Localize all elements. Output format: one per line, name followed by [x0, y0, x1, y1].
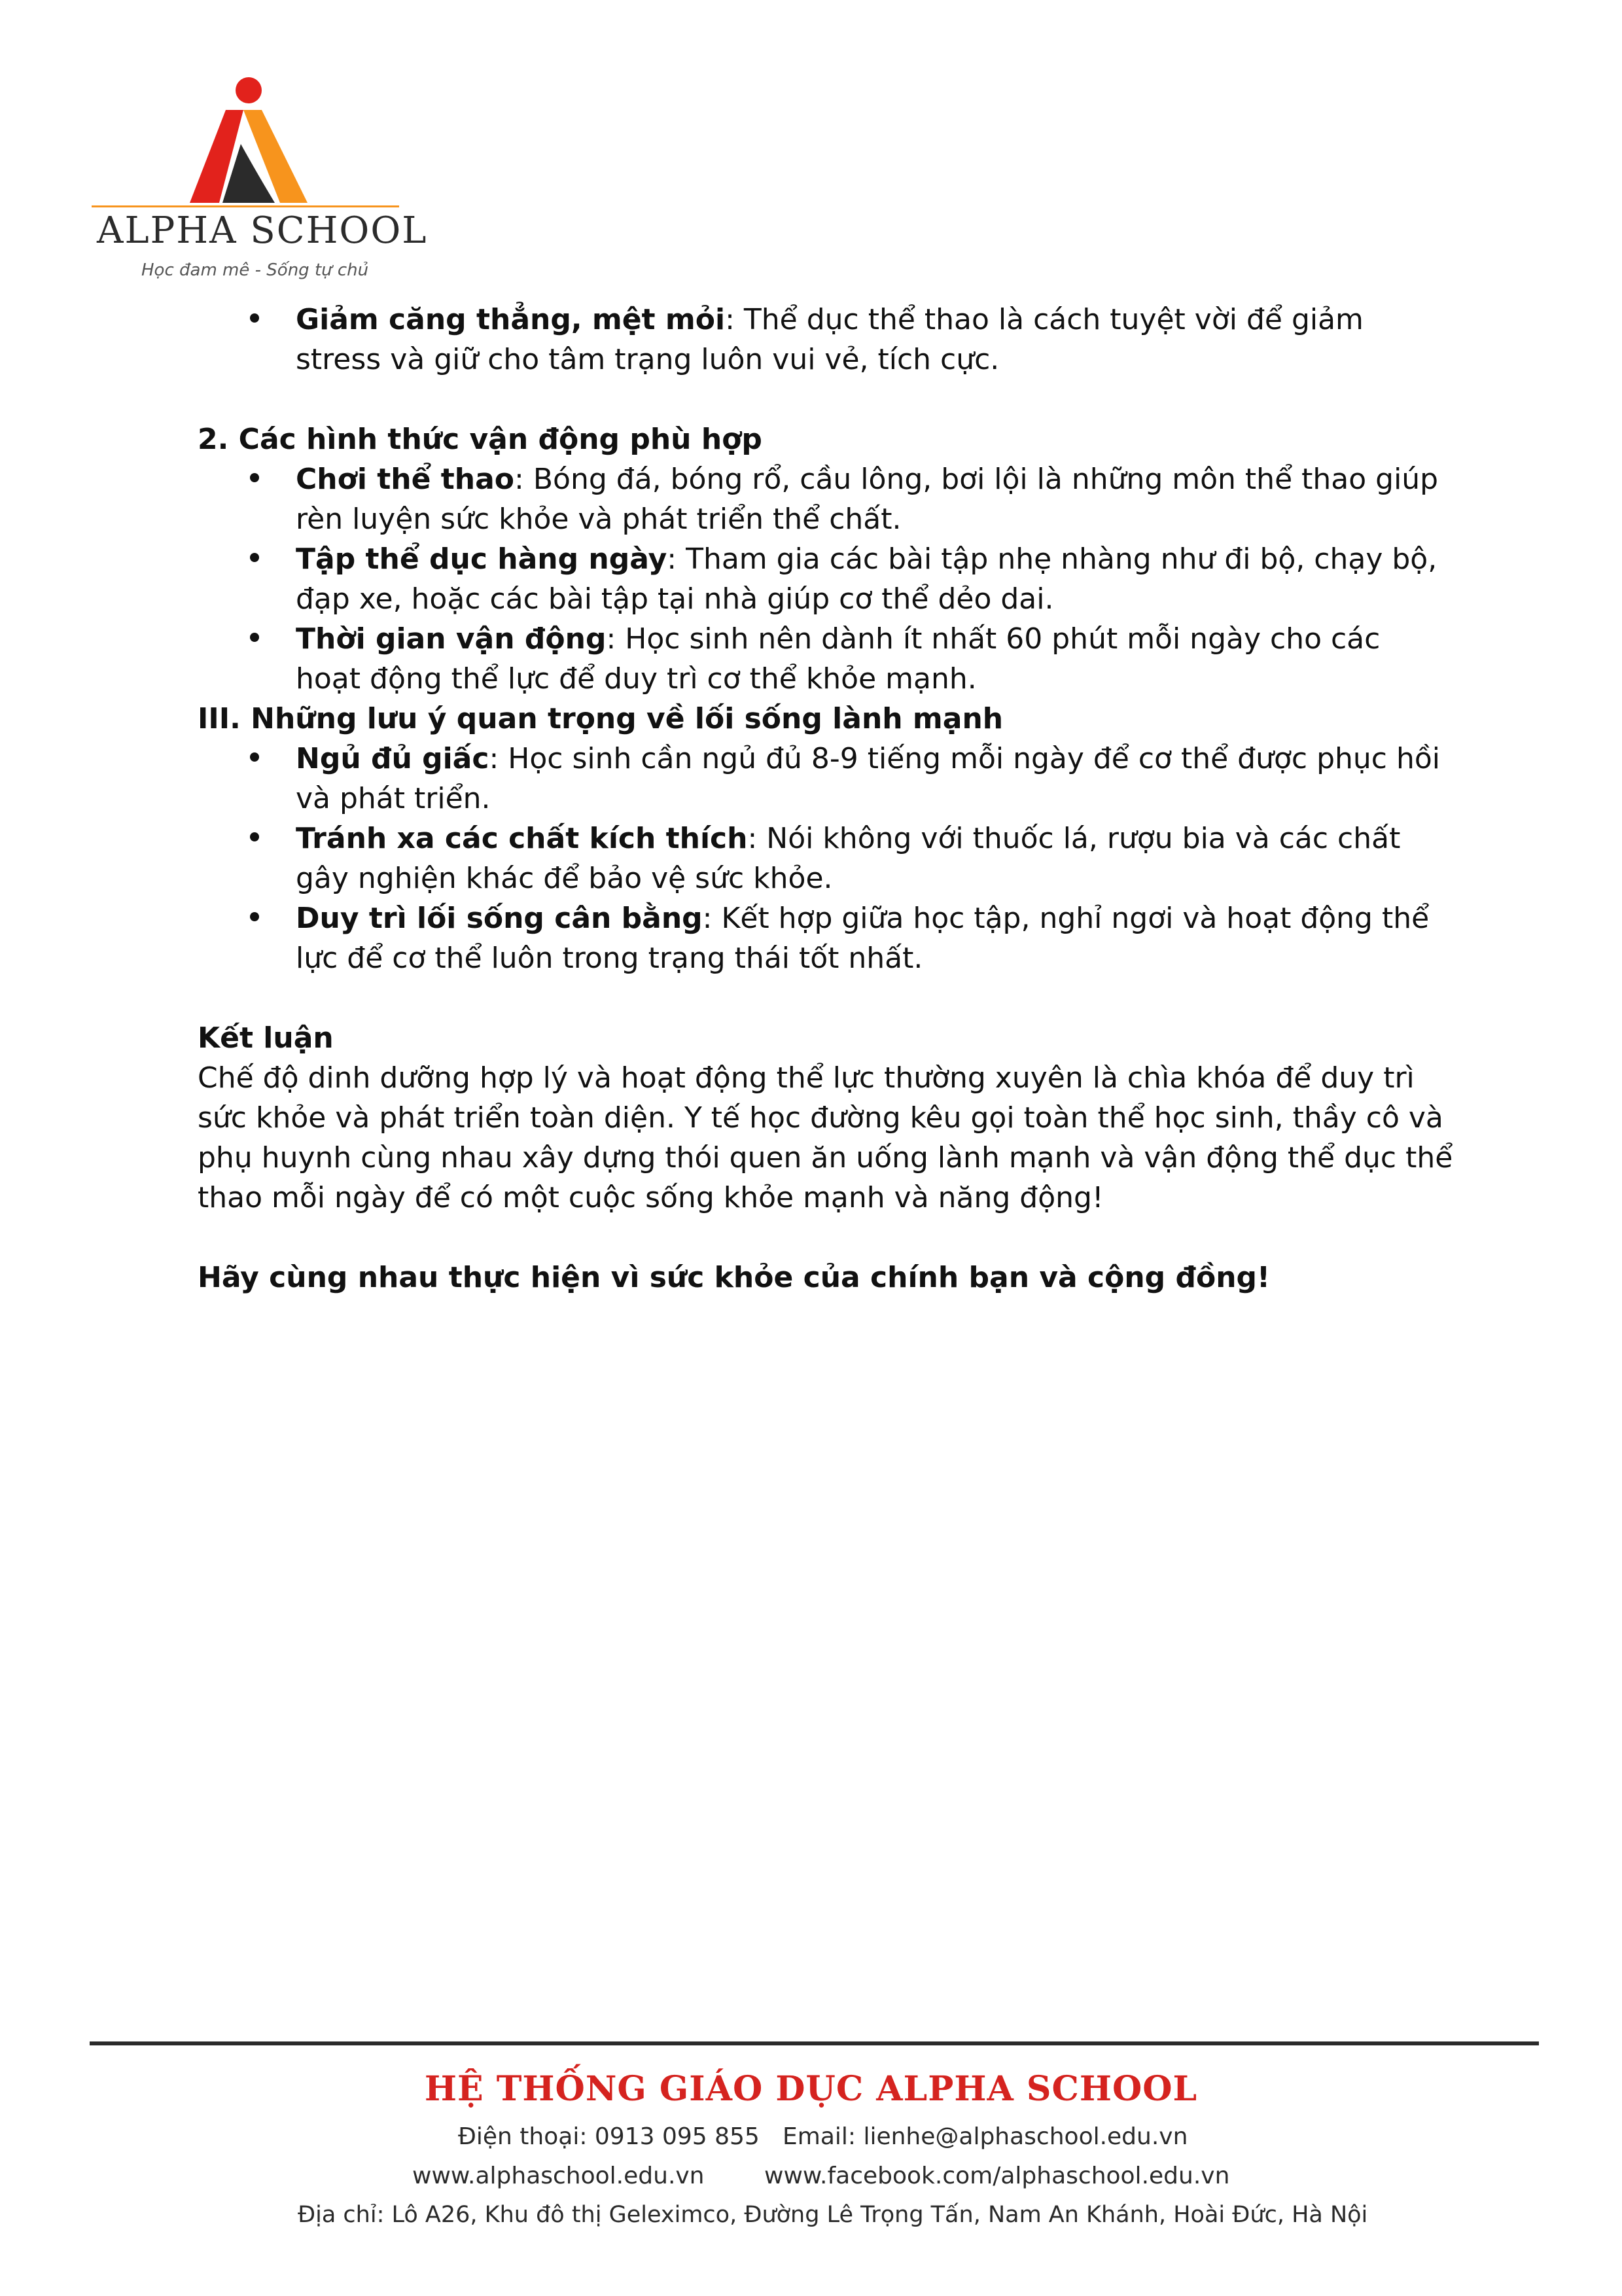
- intro-list: [198, 300, 1454, 380]
- spacer: [198, 380, 1454, 419]
- list-item: [198, 300, 1454, 380]
- spacer: [198, 1218, 1454, 1258]
- call-to-action: [198, 1258, 1454, 1298]
- logo-tagline: Học đam mê - Sống tự chủ: [141, 260, 369, 280]
- conclusion-heading: [198, 1018, 1454, 1058]
- footer-website[interactable]: www.alphaschool.edu.vn: [412, 2163, 705, 2189]
- bullet-icon: [250, 473, 259, 482]
- conclusion-title: Kết luận: [198, 1021, 334, 1055]
- school-logo: [92, 72, 428, 294]
- list-item: [198, 619, 1454, 699]
- item-term: Ngủ đủ giấc: [296, 742, 489, 775]
- footer-phone: Điện thoại: 0913 095 855: [458, 2123, 760, 2150]
- item-text: : Học sinh nên dành ít nhất 60 phút mỗi ngày cho các hoạt động thể lực để duy trì cơ thể khỏe mạnh.: [296, 622, 1381, 696]
- item-text: : Nói không với thuốc lá, rượu bia và các chất gây nghiện khác để bảo vệ sức khỏe.: [296, 822, 1401, 895]
- bullet-icon: [250, 553, 259, 562]
- logo-name: ALPHA SCHOOL: [97, 209, 428, 252]
- section3-list: [198, 739, 1454, 978]
- item-text: : Bóng đá, bóng rổ, cầu lông, bơi lội là những môn thể thao giúp rèn luyện sức khỏe và phát triển thể chất.: [296, 463, 1439, 536]
- bullet-icon: [250, 313, 259, 323]
- item-text: : Tham gia các bài tập nhẹ nhàng như đi bộ, chạy bộ, đạp xe, hoặc các bài tập tại nhà giúp cơ thể dẻo dai.: [296, 542, 1437, 616]
- footer-address: Địa chỉ: Lô A26, Khu đô thị Geleximco, Đường Lê Trọng Tấn, Nam An Khánh, Hoài Đức, Hà Nội: [298, 2202, 1368, 2228]
- item-text: : Thể dục thể thao là cách tuyệt vời để giảm stress và giữ cho tâm trạng luôn vui vẻ, tích cực.: [296, 303, 1364, 376]
- bullet-icon: [250, 752, 259, 762]
- conclusion-body: Chế độ dinh dưỡng hợp lý và hoạt động thể lực thường xuyên là chìa khóa để duy trì sức khỏe và phát triển toàn diện. Y tế học đường kêu gọi toàn thể học sinh, thầy cô và phụ huynh cùng nhau xây dựng thói quen ăn uống lành mạnh và vận động thể dục thể thao mỗi ngày để có một cuộc sống khỏe mạnh và năng động!: [198, 1061, 1453, 1214]
- document-body: [198, 300, 1454, 1298]
- section3-heading: III. Những lưu ý quan trọng về lối sống lành mạnh: [198, 702, 1004, 735]
- item-text: : Học sinh cần ngủ đủ 8-9 tiếng mỗi ngày để cơ thể được phục hồi và phát triển.: [296, 742, 1440, 815]
- section2-list: [198, 459, 1454, 699]
- item-term: Tránh xa các chất kích thích: [296, 822, 748, 855]
- list-item: [198, 898, 1454, 978]
- list-item: [198, 459, 1454, 539]
- list-item: [198, 739, 1454, 819]
- logo-underline-icon: [92, 205, 399, 207]
- logo-mark-icon: [92, 72, 406, 209]
- section2-heading: 2. Các hình thức vận động phù hợp: [198, 423, 762, 456]
- bullet-icon: [250, 832, 259, 841]
- item-term: Tập thể dục hàng ngày: [296, 542, 667, 576]
- bullet-icon: [250, 912, 259, 921]
- call-to-action-text: Hãy cùng nhau thực hiện vì sức khỏe của chính bạn và cộng đồng!: [198, 1261, 1271, 1294]
- item-term: Chơi thể thao: [296, 463, 515, 496]
- footer-facebook[interactable]: www.facebook.com/alphaschool.edu.vn: [764, 2163, 1230, 2189]
- item-term: Giảm căng thẳng, mệt mỏi: [296, 303, 726, 336]
- section-heading: [198, 419, 1454, 459]
- list-item: [198, 819, 1454, 898]
- footer-email[interactable]: Email: lienhe@alphaschool.edu.vn: [783, 2123, 1188, 2150]
- logo-head-icon: [236, 77, 262, 103]
- section-heading: [198, 699, 1454, 739]
- item-term: Duy trì lối sống cân bằng: [296, 902, 703, 935]
- list-item: [198, 539, 1454, 619]
- bullet-icon: [250, 633, 259, 642]
- footer-title: HỆ THỐNG GIÁO DỤC ALPHA SCHOOL: [424, 2069, 1198, 2109]
- footer-divider: [90, 2041, 1539, 2045]
- spacer: [198, 978, 1454, 1018]
- item-term: Thời gian vận động: [296, 622, 607, 656]
- item-text: : Kết hợp giữa học tập, nghỉ ngơi và hoạt động thể lực để cơ thể luôn trong trạng thái tốt nhất.: [296, 902, 1430, 975]
